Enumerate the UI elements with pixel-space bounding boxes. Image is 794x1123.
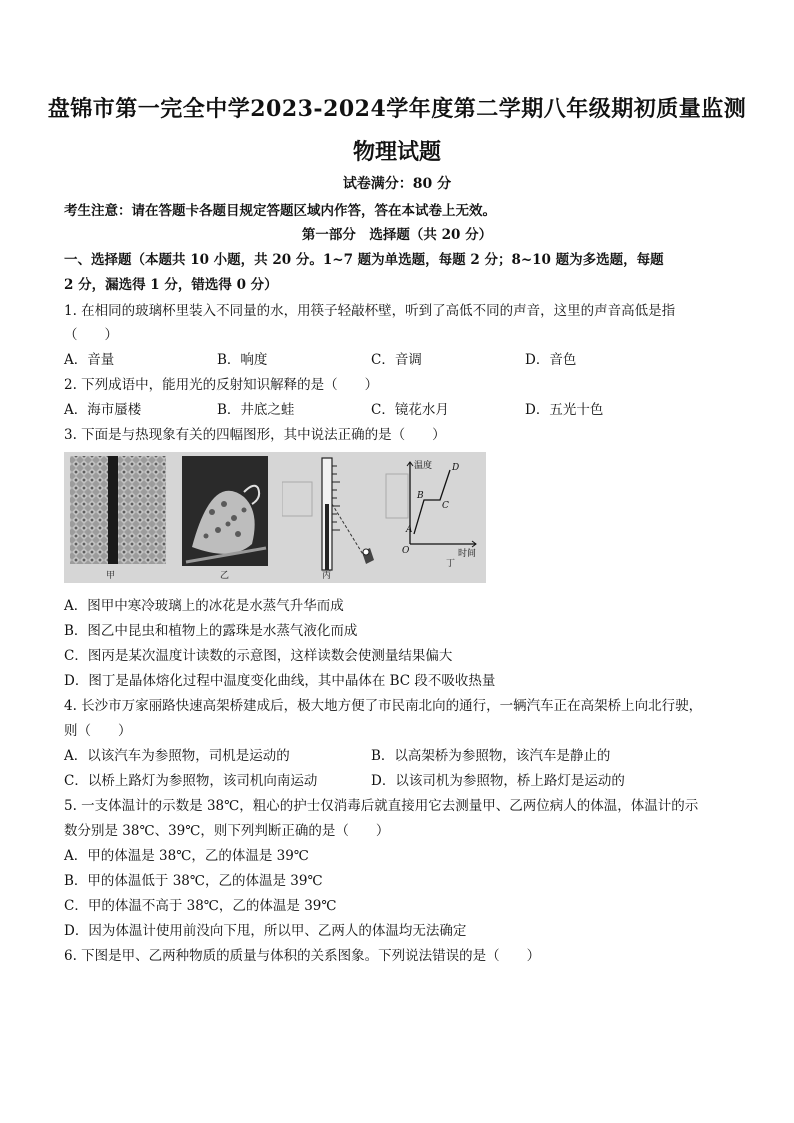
question-1-option-a: A．音量: [64, 352, 115, 368]
question-1-stem-cont: （ ）: [64, 327, 118, 343]
question-6-stem: 6. 下图是甲、乙两种物质的质量与体积的关系图象。下列说法错误的是（ ）: [64, 948, 541, 964]
question-3-option-b: B．图乙中昆虫和植物上的露珠是水蒸气液化而成: [64, 623, 358, 639]
melting-curve-graph: [384, 452, 484, 583]
question-2-option-d: D．五光十色: [525, 402, 604, 418]
figure-panel-bing: [282, 452, 378, 583]
graph-point-a: A: [406, 525, 413, 535]
question-5-option-b: B．甲的体温低于 38℃，乙的体温是 39℃: [64, 873, 323, 889]
graph-origin-label: O: [402, 546, 410, 556]
graph-point-d: D: [452, 463, 460, 473]
question-4-stem-cont: 则（ ）: [64, 723, 132, 739]
question-3-stem: 3. 下面是与热现象有关的四幅图形，其中说法正确的是（ ）: [64, 427, 446, 443]
question-2-option-a: A．海市蜃楼: [64, 402, 142, 418]
question-5-option-a: A．甲的体温是 38℃，乙的体温是 39℃: [64, 848, 309, 864]
question-5-stem: 5. 一支体温计的示数是 38℃，粗心的护士仅消毒后就直接用它去测量甲、乙两位病人的体温，体温计的示: [64, 798, 699, 814]
figure-panel-ding: [384, 452, 484, 583]
question-1-stem: 1. 在相同的玻璃杯里装入不同量的水，用筷子轻敲杯壁，听到了高低不同的声音，这里的声音高低是指: [64, 303, 676, 319]
question-4-option-c: C．以桥上路灯为参照物，该司机向南运动: [64, 773, 318, 789]
figure-label-ding: 丁: [446, 559, 456, 569]
question-3-option-d: D．图丁是晶体熔化过程中温度变化曲线，其中晶体在 BC 段不吸收热量: [64, 673, 496, 689]
exam-subtitle: 物理试题: [352, 139, 441, 165]
question-5-stem-cont: 数分别是 38℃、39℃，则下列判断正确的是（ ）: [64, 823, 390, 839]
notice: 考生注意：请在答题卡各题目规定答题区域内作答，答在本试卷上无效。: [64, 203, 496, 219]
figure-label-jia: 甲: [106, 571, 116, 581]
graph-y-label: 温度: [414, 461, 433, 471]
question-4-option-b: B．以高架桥为参照物，该汽车是静止的: [371, 748, 611, 764]
section-heading-line1: 一、选择题（本题共 10 小题，共 20 分。1~7 题为单选题，每题 2 分；8~10 题为多选题，每题: [64, 252, 664, 268]
figure-panel-jia: [64, 452, 174, 583]
question-2-option-b: B．井底之蛙: [217, 402, 295, 418]
frost-window-image: [64, 452, 174, 583]
question-3-option-a: A．图甲中寒冷玻璃上的冰花是水蒸气升华而成: [64, 598, 344, 614]
part-title: 第一部分 选择题（共 20 分）: [301, 227, 493, 243]
question-4-option-d: D．以该司机为参照物，桥上路灯是运动的: [371, 773, 625, 789]
thermometer-reading-image: [282, 452, 378, 583]
graph-x-label: 时间: [458, 549, 477, 559]
question-1-option-c: C．音调: [371, 352, 422, 368]
exam-title: 盘锦市第一完全中学2023-2024学年度第二学期八年级期初质量监测: [47, 96, 747, 122]
figure-label-bing: 丙: [322, 571, 332, 581]
question-1-option-b: B．响度: [217, 352, 268, 368]
question-1-option-d: D．音色: [525, 352, 577, 368]
dew-insect-image: [182, 452, 276, 583]
question-5-option-d: D．因为体温计使用前没向下甩，所以甲、乙两人的体温均无法确定: [64, 923, 467, 939]
question-3-figure: [64, 452, 486, 583]
question-2-stem: 2. 下列成语中，能用光的反射知识解释的是（ ）: [64, 377, 379, 393]
full-score: 试卷满分：80 分: [342, 176, 452, 192]
question-3-option-c: C．图丙是某次温度计读数的示意图，这样读数会使测量结果偏大: [64, 648, 453, 664]
graph-point-b: B: [417, 491, 424, 501]
graph-point-c: C: [442, 501, 449, 511]
question-4-option-a: A．以该汽车为参照物，司机是运动的: [64, 748, 290, 764]
question-2-option-c: C．镜花水月: [371, 402, 449, 418]
question-5-option-c: C．甲的体温不高于 38℃，乙的体温是 39℃: [64, 898, 337, 914]
question-4-stem: 4. 长沙市万家丽路快速高架桥建成后，极大地方便了市民南北向的通行，一辆汽车正在高架桥上向北行驶，: [64, 698, 703, 714]
figure-panel-yi: [182, 452, 276, 583]
figure-label-yi: 乙: [220, 571, 230, 581]
section-heading-line2: 2 分，漏选得 1 分，错选得 0 分）: [64, 277, 278, 293]
